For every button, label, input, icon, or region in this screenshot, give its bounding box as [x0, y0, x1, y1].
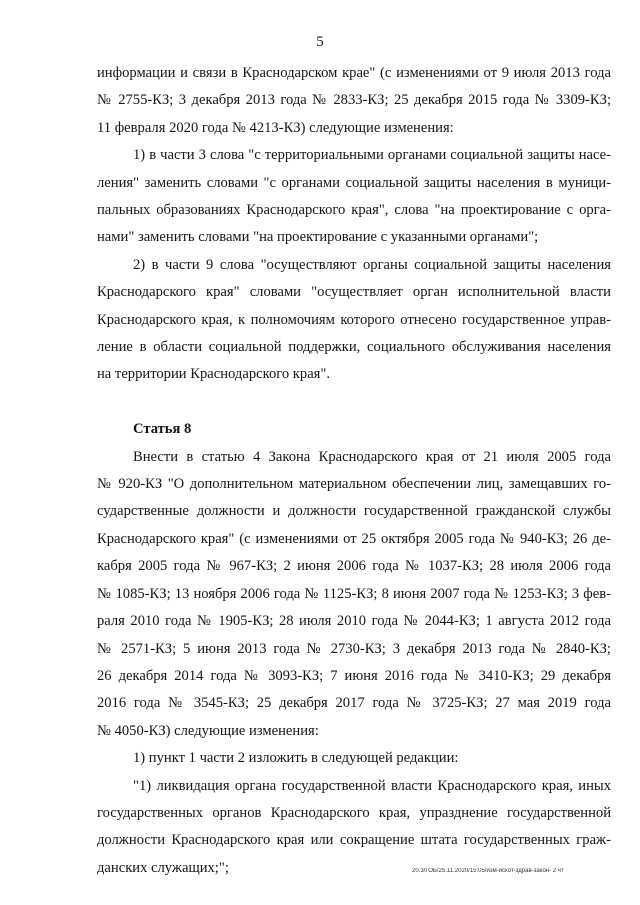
text-line: Внести в статью 4 Закона Краснодарского края от 21 июля 2005 года [133, 448, 611, 465]
text-line: "1) ликвидация органа государственной власти Краснодарского края, иных [133, 777, 611, 794]
page-number: 5 [316, 34, 324, 50]
text-line: 11 февраля 2020 года № 4213-КЗ) следующие изменения: [97, 119, 454, 136]
article-heading: Статья 8 [133, 421, 192, 438]
text-line: Краснодарского края, к полномочиям которого отнесено государственное управ- [97, 311, 611, 328]
text-line: ление в области социальной поддержки, социального обслуживания населения [97, 339, 611, 356]
text-line: № 4050-КЗ) следующие изменения: [97, 722, 319, 739]
text-line: Краснодарского края" (с изменениями от 25 октября 2005 года № 940-КЗ; 26 де- [97, 530, 611, 547]
text-line: 2) в части 9 слова "осуществляют органы социальной защиты населения [133, 256, 611, 273]
text-line: № 920-КЗ "О дополнительном материальном обеспечении лиц, замещавших го- [97, 476, 611, 493]
document-body [97, 60, 611, 882]
footer-file-reference: 20.3/ГОБ/25.11.2020/15:05/изм-искот-здрав-закон- 2 чт [412, 868, 564, 874]
text-line: кабря 2005 года № 967-КЗ; 2 июня 2006 года № 1037-КЗ; 28 июля 2006 года [97, 558, 611, 575]
text-line: информации и связи в Краснодарском крае" (с изменениями от 9 июля 2013 года [97, 65, 611, 81]
text-line: 1) в части 3 слова "с территориальными органами социальной защиты насе- [133, 147, 611, 164]
text-line: нами" заменить словами "на проектирование с указанными органами"; [97, 229, 539, 246]
text-line: № 1085-КЗ; 13 ноября 2006 года № 1125-КЗ; 8 июня 2007 года № 1253-КЗ; 3 фев- [97, 585, 611, 602]
paragraph-gap [97, 389, 611, 416]
text-line: сударственные должности и должности государственной гражданской службы [97, 503, 611, 520]
text-line: раля 2010 года № 1905-КЗ; 28 июля 2010 года № 2044-КЗ; 1 августа 2012 года [97, 613, 611, 630]
text-line: государственных органов Краснодарского края, упразднение государственной [97, 804, 611, 821]
text-line: на территории Краснодарского края". [97, 366, 330, 383]
text-line: 2016 года № 3545-КЗ; 25 декабря 2017 года № 3725-КЗ; 27 мая 2019 года [97, 695, 611, 712]
text-line: № 2571-КЗ; 5 июня 2013 года № 2730-КЗ; 3 декабря 2013 года № 2840-КЗ; [97, 640, 611, 657]
text-line: 26 декабря 2014 года № 3093-КЗ; 7 июня 2016 года № 3410-КЗ; 29 декабря [97, 667, 611, 684]
text-line: ления" заменить словами "с органами социальной защиты населения в муници- [97, 174, 611, 191]
text-line: Краснодарского края" словами "осуществляет орган исполнительной власти [97, 284, 611, 301]
text-line: 1) пункт 1 части 2 изложить в следующей редакции: [133, 750, 459, 767]
text-line: № 2755-КЗ; 3 декабря 2013 года № 2833-КЗ; 25 декабря 2015 года № 3309-КЗ; [97, 92, 611, 109]
text-line: пальных образованиях Краснодарского края", слова "на проектирование с орга- [97, 202, 611, 219]
text-line: должности Краснодарского края или сокращение штата государственных граж- [97, 832, 611, 849]
text-line: данских служащих;"; [97, 859, 229, 876]
